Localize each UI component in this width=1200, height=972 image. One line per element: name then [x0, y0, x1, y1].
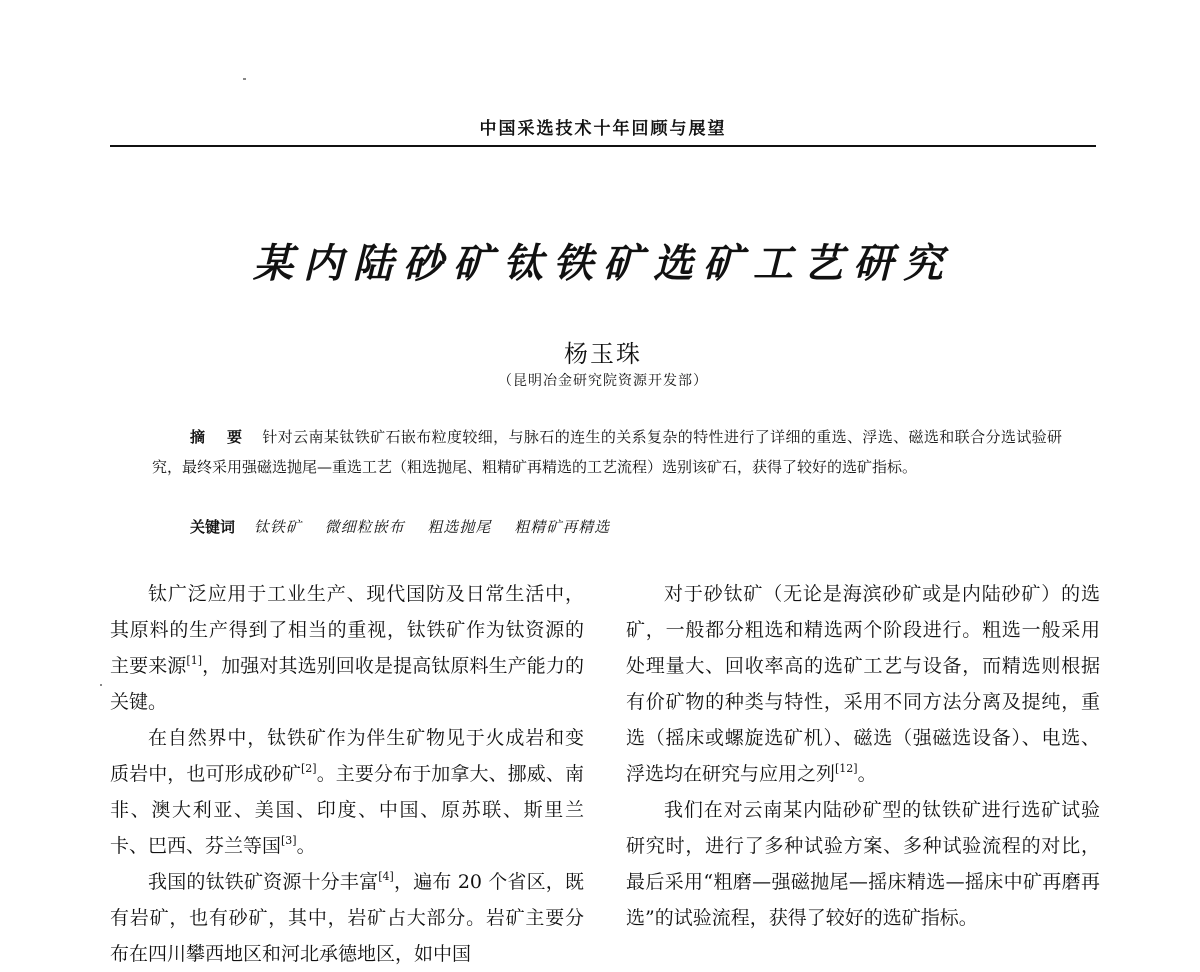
citation: [12] — [835, 762, 858, 775]
keyword: 粗选抛尾 — [427, 518, 492, 536]
keyword: 钛铁矿 — [253, 518, 302, 536]
keyword: 粗精矿再精选 — [514, 518, 611, 536]
header-rule — [110, 145, 1096, 147]
abstract — [152, 422, 1062, 482]
paragraph — [110, 720, 584, 864]
article-title: 某内陆砂矿钛铁矿选矿工艺研究 — [253, 240, 953, 287]
paragraph: 我们在对云南某内陆砂矿型的钛铁矿进行选矿试验研究时，进行了多种试验方案、多种试验流程的对比，最后采用“粗磨—强磁抛尾—摇床精选—摇床中矿再磨再选”的试验流程，获得了较好的选矿指标。 — [626, 799, 1100, 929]
keywords — [190, 512, 1060, 542]
paragraph-text: ，遍布 20 个省区，既有岩矿，也有砂矿，其中，岩矿占大部分。岩矿主要分布在四川攀西地区和河北承德地区，如中国 — [110, 871, 584, 965]
keyword: 微细粒嵌布 — [324, 518, 405, 536]
citation: [4] — [378, 870, 394, 883]
paragraph — [110, 576, 584, 720]
author-affiliation: （昆明冶金研究院资源开发部） — [498, 373, 708, 389]
scan-speck — [243, 78, 246, 80]
running-header: 中国采选技术十年回顾与展望 — [479, 119, 727, 139]
paragraph — [110, 864, 584, 972]
paragraph-text: 钛广泛应用于工业生产、现代国防及日常生活中，其原料的生产得到了相当的重视，钛铁矿作为钛资源的主要来源 — [110, 583, 584, 677]
paragraph-text: 对于砂钛矿（无论是海滨砂矿或是内陆砂矿）的选矿，一般都分粗选和精选两个阶段进行。粗选一般采用处理量大、回收率高的选矿工艺与设备，而精选则根据有价矿物的种类与特性，采用不同方法分离及提纯，重选（摇床或螺旋选矿机）、磁选（强磁选设备）、电选、浮选均在研究与应用之列 — [626, 583, 1100, 785]
paragraph-text: ，加强对其选别回收是提高钛原料生产能力的关键。 — [110, 655, 584, 713]
abstract-label: 摘 要 — [190, 428, 251, 446]
body-column-left — [110, 576, 584, 972]
citation: [3] — [281, 834, 297, 847]
paragraph-text: 我国的钛铁矿资源十分丰富 — [148, 871, 379, 893]
paragraph-text: 。 — [857, 763, 877, 785]
paragraph-text: 在自然界中，钛铁矿作为伴生矿物见于火成岩和变质岩中，也可形成砂矿 — [110, 727, 584, 785]
citation: [2] — [301, 762, 317, 775]
abstract-text: 针对云南某钛铁矿石嵌布粒度较细，与脉石的连生的关系复杂的特性进行了详细的重选、浮选、磁选和联合分选试验研究，最终采用强磁选抛尾—重选工艺（粗选抛尾、粗精矿再精选的工艺流程）选别该矿石，获得了较好的选矿指标。 — [152, 428, 1062, 476]
paragraph — [626, 576, 1100, 792]
author-name: 杨玉珠 — [564, 340, 642, 368]
body-column-right — [626, 576, 1100, 936]
paragraph-text: 。主要分布于加拿大、挪威、南非、澳大利亚、美国、印度、中国、原苏联、斯里兰卡、巴西、芬兰等国 — [110, 763, 584, 857]
citation: [1] — [186, 654, 202, 667]
keywords-label: 关键词 — [190, 518, 236, 536]
paragraph-text: 。 — [296, 835, 316, 857]
scan-speck — [100, 684, 102, 686]
